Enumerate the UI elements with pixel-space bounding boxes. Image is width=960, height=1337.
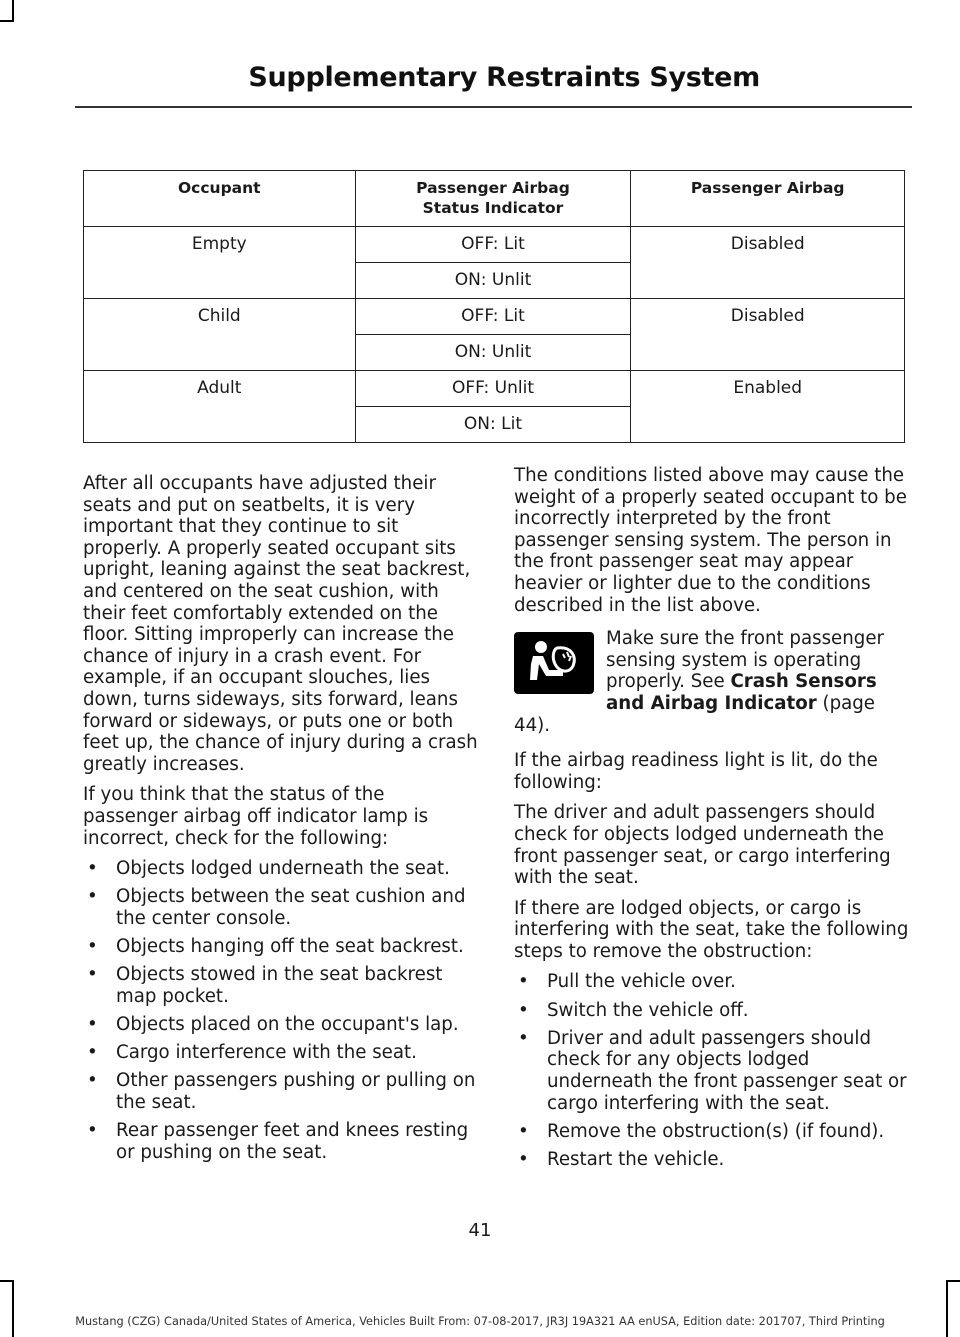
page-reference: (page 44). [514,692,875,736]
table-row [84,299,905,335]
paragraph: If you think that the status of the passenger airbag off indicator lamp is incorrect, check for the following: [83,784,429,849]
page-number: 41 [468,1220,492,1241]
list-item: • Switch the vehicle off. [514,1000,909,1022]
crop-mark [12,1280,14,1337]
cross-reference-link[interactable]: Crash Sensors and Airbag Indicator [606,671,877,714]
crop-mark [0,1280,14,1282]
cell-indicator: ON: Unlit [355,263,631,299]
crop-mark [12,0,14,22]
header-passenger-airbag: Passenger Airbag [631,171,905,227]
list-item: • Objects placed on the occupant's lap. [83,1014,478,1036]
list-item: • Remove the obstruction(s) (if found). [514,1121,909,1143]
cell-airbag: Disabled [631,227,905,299]
paragraph: After all occupants have adjusted their seats and put on seatbelts, it is very important that they continue to sit properly. A properly seated occupant sits upright, leaning against the seat backrest, and centered on the seat cushion, with their feet comfortably extended on the floor. Sitting improperly can increase the chance of injury in a crash event. For example, if an occupant slouches, lies down, turns sideways, sits forward, leans forward or sideways, or puts one or both feet up, the chance of injury during a crash greatly increases. [83,473,478,775]
left-column [83,473,478,1170]
cell-indicator: OFF: Lit [355,299,631,335]
checklist [83,858,478,1163]
note-block [514,628,909,736]
paragraph: The driver and adult passengers should check for objects lodged underneath the front passenger seat, or cargo interfering with the seat. [514,802,891,889]
paragraph: If the airbag readiness light is lit, do the following: [514,750,878,793]
list-item: • Pull the vehicle over. [514,971,909,993]
cell-indicator: ON: Unlit [355,335,631,371]
footer-text: Mustang (CZG) Canada/United States of America, Vehicles Built From: 07-08-2017, JR3J 19A321 AA enUSA, Edition date: 201707, Third Printing [75,1315,885,1328]
table-row [84,227,905,263]
cell-occupant: Adult [84,371,356,443]
cell-indicator: OFF: Lit [355,227,631,263]
crop-mark [0,20,14,22]
steps-list [514,971,909,1170]
list-item: • Driver and adult passengers should check for any objects lodged underneath the front passenger seat or cargo interfering with the seat. [514,1028,909,1114]
page-title: Supplementary Restraints System [248,62,760,93]
list-item: • Restart the vehicle. [514,1149,909,1171]
header-status-indicator: Passenger Airbag Status Indicator [355,171,631,227]
cell-airbag: Enabled [631,371,905,443]
right-column [514,465,909,1177]
cell-indicator: OFF: Unlit [355,371,631,407]
cell-occupant: Child [84,299,356,371]
list-item: • Objects lodged underneath the seat. [83,858,478,880]
cell-airbag: Disabled [631,299,905,371]
cell-occupant: Empty [84,227,356,299]
list-item: • Objects hanging off the seat backrest. [83,936,478,958]
paragraph: If there are lodged objects, or cargo is interfering with the seat, take the following steps to remove the obstruction: [514,897,909,962]
note-text: Make sure the front passenger sensing system is operating properly. See [606,628,884,693]
table-header-row [84,171,905,227]
table-row [84,371,905,407]
paragraph: The conditions listed above may cause the weight of a properly seated occupant to be incorrectly interpreted by the front passenger sensing system. The person in the front passenger seat may appear heavier or lighter due to the conditions described in the list above. [514,465,907,616]
cell-indicator: ON: Lit [355,407,631,443]
list-item: • Objects stowed in the seat backrest map pocket. [83,964,478,1007]
airbag-status-table [83,170,905,443]
header-rule [75,106,912,108]
list-item: • Other passengers pushing or pulling on the seat. [83,1070,478,1113]
airbag-warning-icon [514,632,594,694]
crop-mark [946,1280,948,1337]
crop-mark [946,1280,960,1282]
header-occupant: Occupant [84,171,356,227]
list-item: • Objects between the seat cushion and the center console. [83,886,478,929]
list-item: • Rear passenger feet and knees resting or pushing on the seat. [83,1120,478,1163]
list-item: • Cargo interference with the seat. [83,1042,478,1064]
